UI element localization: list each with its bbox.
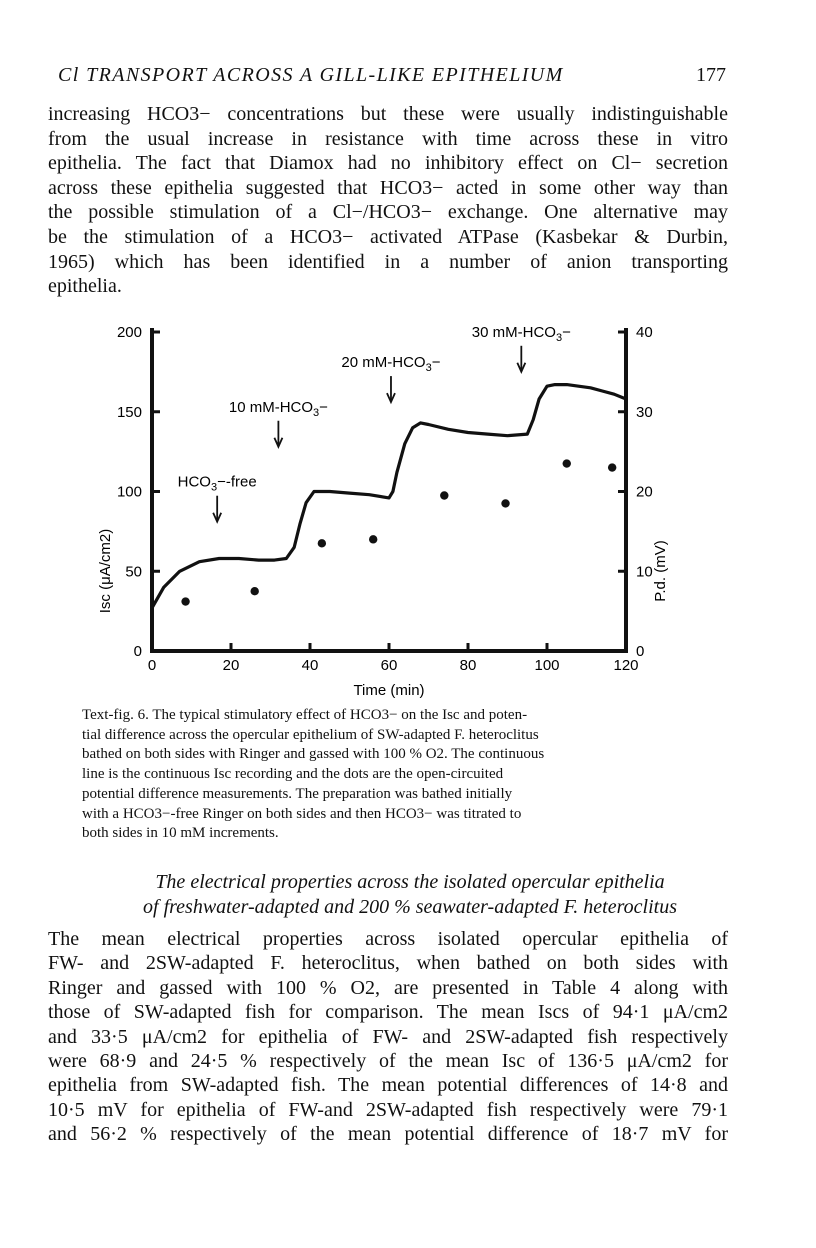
pd-data-point — [318, 539, 326, 547]
caption-line: potential difference measurements. The preparation was bathed initially — [82, 785, 513, 802]
pd-data-point — [251, 587, 259, 595]
section-heading-line: of freshwater-adapted and 200 % seawater-adapted F. heteroclitus — [143, 896, 677, 918]
y-tick-label-right: 10 — [636, 563, 653, 581]
annotation-label: 30 $mM-HCO_3-$ — [471, 323, 571, 344]
paragraph-line: epithelia. — [48, 275, 122, 298]
caption-line: both sides in 10 mM increments. — [82, 825, 279, 842]
paragraph-line: Ringer and gassed with 100 % O2, are presented in Table 4 along with — [48, 976, 728, 999]
figure-chart — [80, 310, 700, 705]
section-heading — [60, 870, 760, 920]
caption-line: bathed on both sides with Ringer and gassed with 100 % O2. The continuous — [82, 746, 545, 763]
chart-annotations — [178, 324, 571, 522]
caption-line: with a HCO3−-free Ringer on both sides and then HCO3− was titrated to — [82, 805, 522, 822]
paragraph-line: be the stimulation of a HCO3− activated ATPase (Kasbekar & Durbin, — [48, 225, 728, 248]
section-heading-line: The electrical properties across the isolated opercular epithelia — [155, 871, 665, 893]
caption-line: Text-fig. 6. The typical stimulatory effect of HCO3− on the Isc and poten- — [82, 707, 528, 723]
y-tick-label-left: 100 — [116, 483, 142, 501]
x-tick-label: 80 — [459, 657, 477, 674]
paragraph-1 — [48, 102, 728, 299]
isc-trace-line — [152, 385, 626, 608]
caption-line: tial difference across the opercular epithelium of SW-adapted F. heteroclitus — [82, 726, 539, 743]
y-tick-label-left: 150 — [116, 403, 142, 421]
x-tick-label: 100 — [534, 657, 560, 674]
chart-marks — [152, 385, 626, 608]
y-tick-label-right: 20 — [636, 483, 653, 501]
paragraph-line: and 56·2 % respectively of the mean potential difference of 18·7 mV for — [48, 1123, 728, 1146]
paragraph-line: those of SW-adapted fish for comparison. The mean Iscs of 94·1 μA/cm2 — [48, 1001, 728, 1024]
paragraph-line: 1965) which has been identified in a number of anion transporting — [48, 250, 728, 273]
pd-data-point — [563, 459, 571, 467]
paragraph-line: epithelia from SW-adapted fish. The mean potential differences of 14·8 and — [48, 1074, 728, 1097]
x-tick-label: 120 — [613, 657, 639, 674]
page-number: 177 — [696, 64, 726, 86]
paragraph-line: the possible stimulation of a Cl−/HCO3− exchange. One alternative may — [48, 201, 728, 224]
running-header — [48, 64, 726, 94]
annotation-label: $HCO_3-$-free — [177, 473, 257, 494]
annotation-label: 20 $mM-HCO_3-$ — [341, 354, 441, 375]
y-tick-label-left: 200 — [116, 324, 142, 341]
y-axis-label-left: Isc (μA/cm2) — [97, 528, 114, 614]
paragraph-line: from the usual increase in resistance with time across these in vitro — [48, 127, 728, 150]
paragraph-line: were 68·9 and 24·5 % respectively of the mean Isc of 136·5 μA/cm2 for — [48, 1050, 728, 1073]
running-title: Cl TRANSPORT ACROSS A GILL-LIKE EPITHELIUM — [58, 64, 564, 86]
y-tick-label-right: 40 — [636, 324, 653, 341]
paragraph-line: epithelia. The fact that Diamox had no inhibitory effect on Cl− secretion — [48, 152, 728, 175]
y-tick-label-left: 0 — [133, 643, 142, 660]
pd-data-point — [501, 499, 509, 507]
paragraph-line: increasing HCO3− concentrations but these were usually indistinguishable — [48, 103, 728, 125]
pd-data-point — [181, 597, 189, 605]
x-tick-label: 40 — [301, 657, 319, 674]
pd-data-point — [440, 491, 448, 499]
paragraph-line: 10·5 mV for epithelia of FW-and 2SW-adapted fish respectively were 79·1 — [48, 1098, 728, 1121]
x-tick-label: 60 — [380, 657, 398, 674]
y-tick-label-right: 0 — [636, 643, 645, 660]
paragraph-line: FW- and 2SW-adapted F. heteroclitus, when bathed on both sides with — [48, 952, 728, 975]
annotation-label: 10 $mM-HCO_3-$ — [228, 398, 328, 419]
paragraph-2 — [48, 927, 728, 1147]
pd-data-point — [608, 463, 616, 471]
y-tick-label-left: 50 — [125, 563, 142, 581]
pd-data-point — [369, 535, 377, 543]
x-tick-label: 20 — [222, 657, 240, 674]
y-axis-label-right: P.d. (mV) — [652, 540, 669, 602]
y-tick-label-right: 30 — [636, 403, 653, 421]
caption-line: line is the continuous Isc recording and the dots are the open-circuited — [82, 766, 504, 783]
x-axis-label: Time (min) — [353, 682, 425, 699]
figure-caption — [82, 706, 688, 844]
x-tick-label: 0 — [147, 657, 157, 674]
paragraph-line: across these epithelia suggested that HCO3− acted in some other way than — [48, 176, 728, 199]
chart-ticks — [117, 324, 653, 674]
paragraph-line: The mean electrical properties across isolated opercular epithelia of — [48, 928, 728, 950]
paragraph-line: and 33·5 μA/cm2 for epithelia of FW- and 2SW-adapted fish respectively — [48, 1025, 728, 1048]
